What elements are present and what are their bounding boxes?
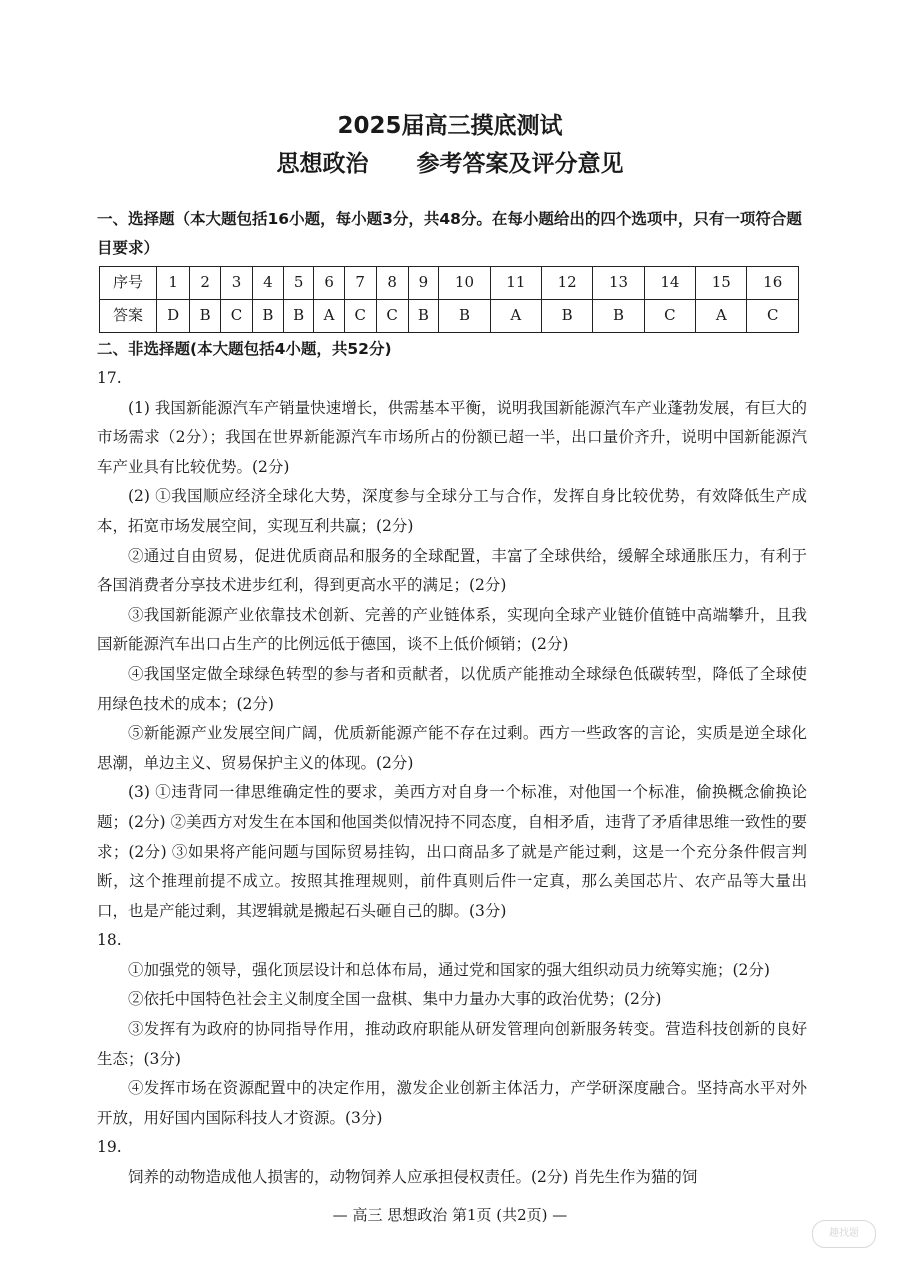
subtitle-answer-key: 参考答案及评分意见 <box>416 151 624 177</box>
question-17-number: 17. <box>97 369 122 387</box>
answer-cell: B <box>408 300 439 333</box>
question-number-cell: 4 <box>252 267 283 300</box>
answer-cell: C <box>644 300 695 333</box>
answer-table <box>99 266 799 333</box>
answer-cell: C <box>747 300 799 333</box>
page-subtitle <box>0 148 900 180</box>
question-number-cell: 7 <box>344 267 376 300</box>
answer-cell: A <box>490 300 541 333</box>
answer-cell: C <box>376 300 408 333</box>
question-number-cell: 6 <box>314 267 344 300</box>
question-number-cell: 5 <box>283 267 314 300</box>
question-19-number: 19. <box>97 1138 122 1157</box>
question-number-cell: 1 <box>157 267 190 300</box>
section-2-heading: 二、非选择题(本大题包括4小题，共52分) <box>97 340 392 358</box>
question-number-cell: 9 <box>408 267 439 300</box>
page-title: 2025届高三摸底测试 <box>337 113 563 139</box>
section-1-heading: 一、选择题（本大题包括16小题，每小题3分，共48分。在每小题给出的四个选项中，只有一项符合题目要求） <box>97 210 802 257</box>
q18-paragraph: ④发挥市场在资源配置中的决定作用，激发企业创新主体活力，产学研深度融合。坚持高水平对外开放，用好国内国际科技人才资源。(3分) <box>97 1079 807 1127</box>
answer-cell: D <box>157 300 190 333</box>
answer-cell: B <box>439 300 490 333</box>
question-number-cell: 16 <box>747 267 799 300</box>
answer-cell: B <box>252 300 283 333</box>
main-content <box>97 205 807 1193</box>
q17-paragraph: ④我国坚定做全球绿色转型的参与者和贡献者，以优质产能推动全球绿色低碳转型，降低了全球使用绿色技术的成本；(2分) <box>97 664 807 713</box>
q17-paragraph: (3) ①违背同一律思维确定性的要求，美西方对自身一个标准，对他国一个标准，偷换概念偷换论题；(2分) ②美西方对发生在本国和他国类似情况持不同态度，自相矛盾，违背了矛盾律思维一致性的要求；(2分) ③如果将产能问题与国际贸易挂钩，出口商品多了就是产能过剩，这是一个充分条件假言判断，这个推理前提不成立。按照其推理规则，前件真则后件一定真，那么美国芯片、农产品等大量出口，也是产能过剩，其逻辑就是搬起石头砸自己的脚。(3分) <box>97 783 807 920</box>
q18-paragraph: ①加强党的领导，强化顶层设计和总体布局，通过党和国家的强大组织动员力统筹实施；(2分) <box>128 960 770 979</box>
subject-name: 思想政治 <box>276 151 369 177</box>
answer-cell: B <box>283 300 314 333</box>
q17-paragraph: ②通过自由贸易，促进优质商品和服务的全球配置，丰富了全球供给，缓解全球通胀压力，有利于各国消费者分享技术进步红利，得到更高水平的满足；(2分) <box>97 546 807 595</box>
table-header-number: 序号 <box>100 267 157 300</box>
q17-paragraph: ③我国新能源产业依靠技术创新、完善的产业链体系，实现向全球产业链价值链中高端攀升，且我国新能源汽车出口占生产的比例远低于德国，谈不上低价倾销；(2分) <box>97 605 807 654</box>
question-number-cell: 13 <box>593 267 644 300</box>
answer-cell: B <box>593 300 644 333</box>
question-number-cell: 10 <box>439 267 490 300</box>
question-number-cell: 2 <box>190 267 221 300</box>
question-number-cell: 8 <box>376 267 408 300</box>
table-header-answer: 答案 <box>100 300 157 333</box>
watermark-logo: 趣找题 <box>812 1220 876 1248</box>
answer-cell: C <box>344 300 376 333</box>
question-number-cell: 11 <box>490 267 541 300</box>
answer-cell: B <box>542 300 593 333</box>
question-number-cell: 3 <box>221 267 253 300</box>
question-number-cell: 14 <box>644 267 695 300</box>
answer-cell: C <box>221 300 253 333</box>
answer-cell: A <box>696 300 747 333</box>
q17-paragraph: (1) 我国新能源汽车产销量快速增长，供需基本平衡，说明我国新能源汽车产业蓬勃发展，有巨大的市场需求（2分）；我国在世界新能源汽车市场所占的份额已超一半，出口量价齐升，说明中国新能源汽车产业具有比较优势。(2分) <box>97 398 807 476</box>
answer-table-answer-row <box>100 300 799 333</box>
answer-table-number-row <box>100 267 799 300</box>
q18-paragraph: ③发挥有为政府的协同指导作用，推动政府职能从研发管理向创新服务转变。营造科技创新的良好生态；(3分) <box>97 1020 807 1068</box>
question-18-number: 18. <box>97 931 122 950</box>
answer-cell: B <box>190 300 221 333</box>
q19-paragraph: 饲养的动物造成他人损害的，动物饲养人应承担侵权责任。(2分) 肖先生作为猫的饲 <box>128 1168 698 1187</box>
q17-paragraph: ⑤新能源产业发展空间广阔，优质新能源产能不存在过剩。西方一些政客的言论，实质是逆全球化思潮，单边主义、贸易保护主义的体现。(2分) <box>97 724 807 772</box>
q18-paragraph: ②依托中国特色社会主义制度全国一盘棋、集中力量办大事的政治优势；(2分) <box>128 990 662 1009</box>
question-number-cell: 12 <box>542 267 593 300</box>
answer-cell: A <box>314 300 344 333</box>
title-block <box>0 110 900 180</box>
q17-paragraph: (2) ①我国顺应经济全球化大势，深度参与全球分工与合作，发挥自身比较优势，有效降低生产成本，拓宽市场发展空间，实现互利共赢；(2分) <box>97 487 807 535</box>
question-number-cell: 15 <box>696 267 747 300</box>
page-footer: — 高三 思想政治 第1页 (共2页) — <box>332 1206 568 1224</box>
